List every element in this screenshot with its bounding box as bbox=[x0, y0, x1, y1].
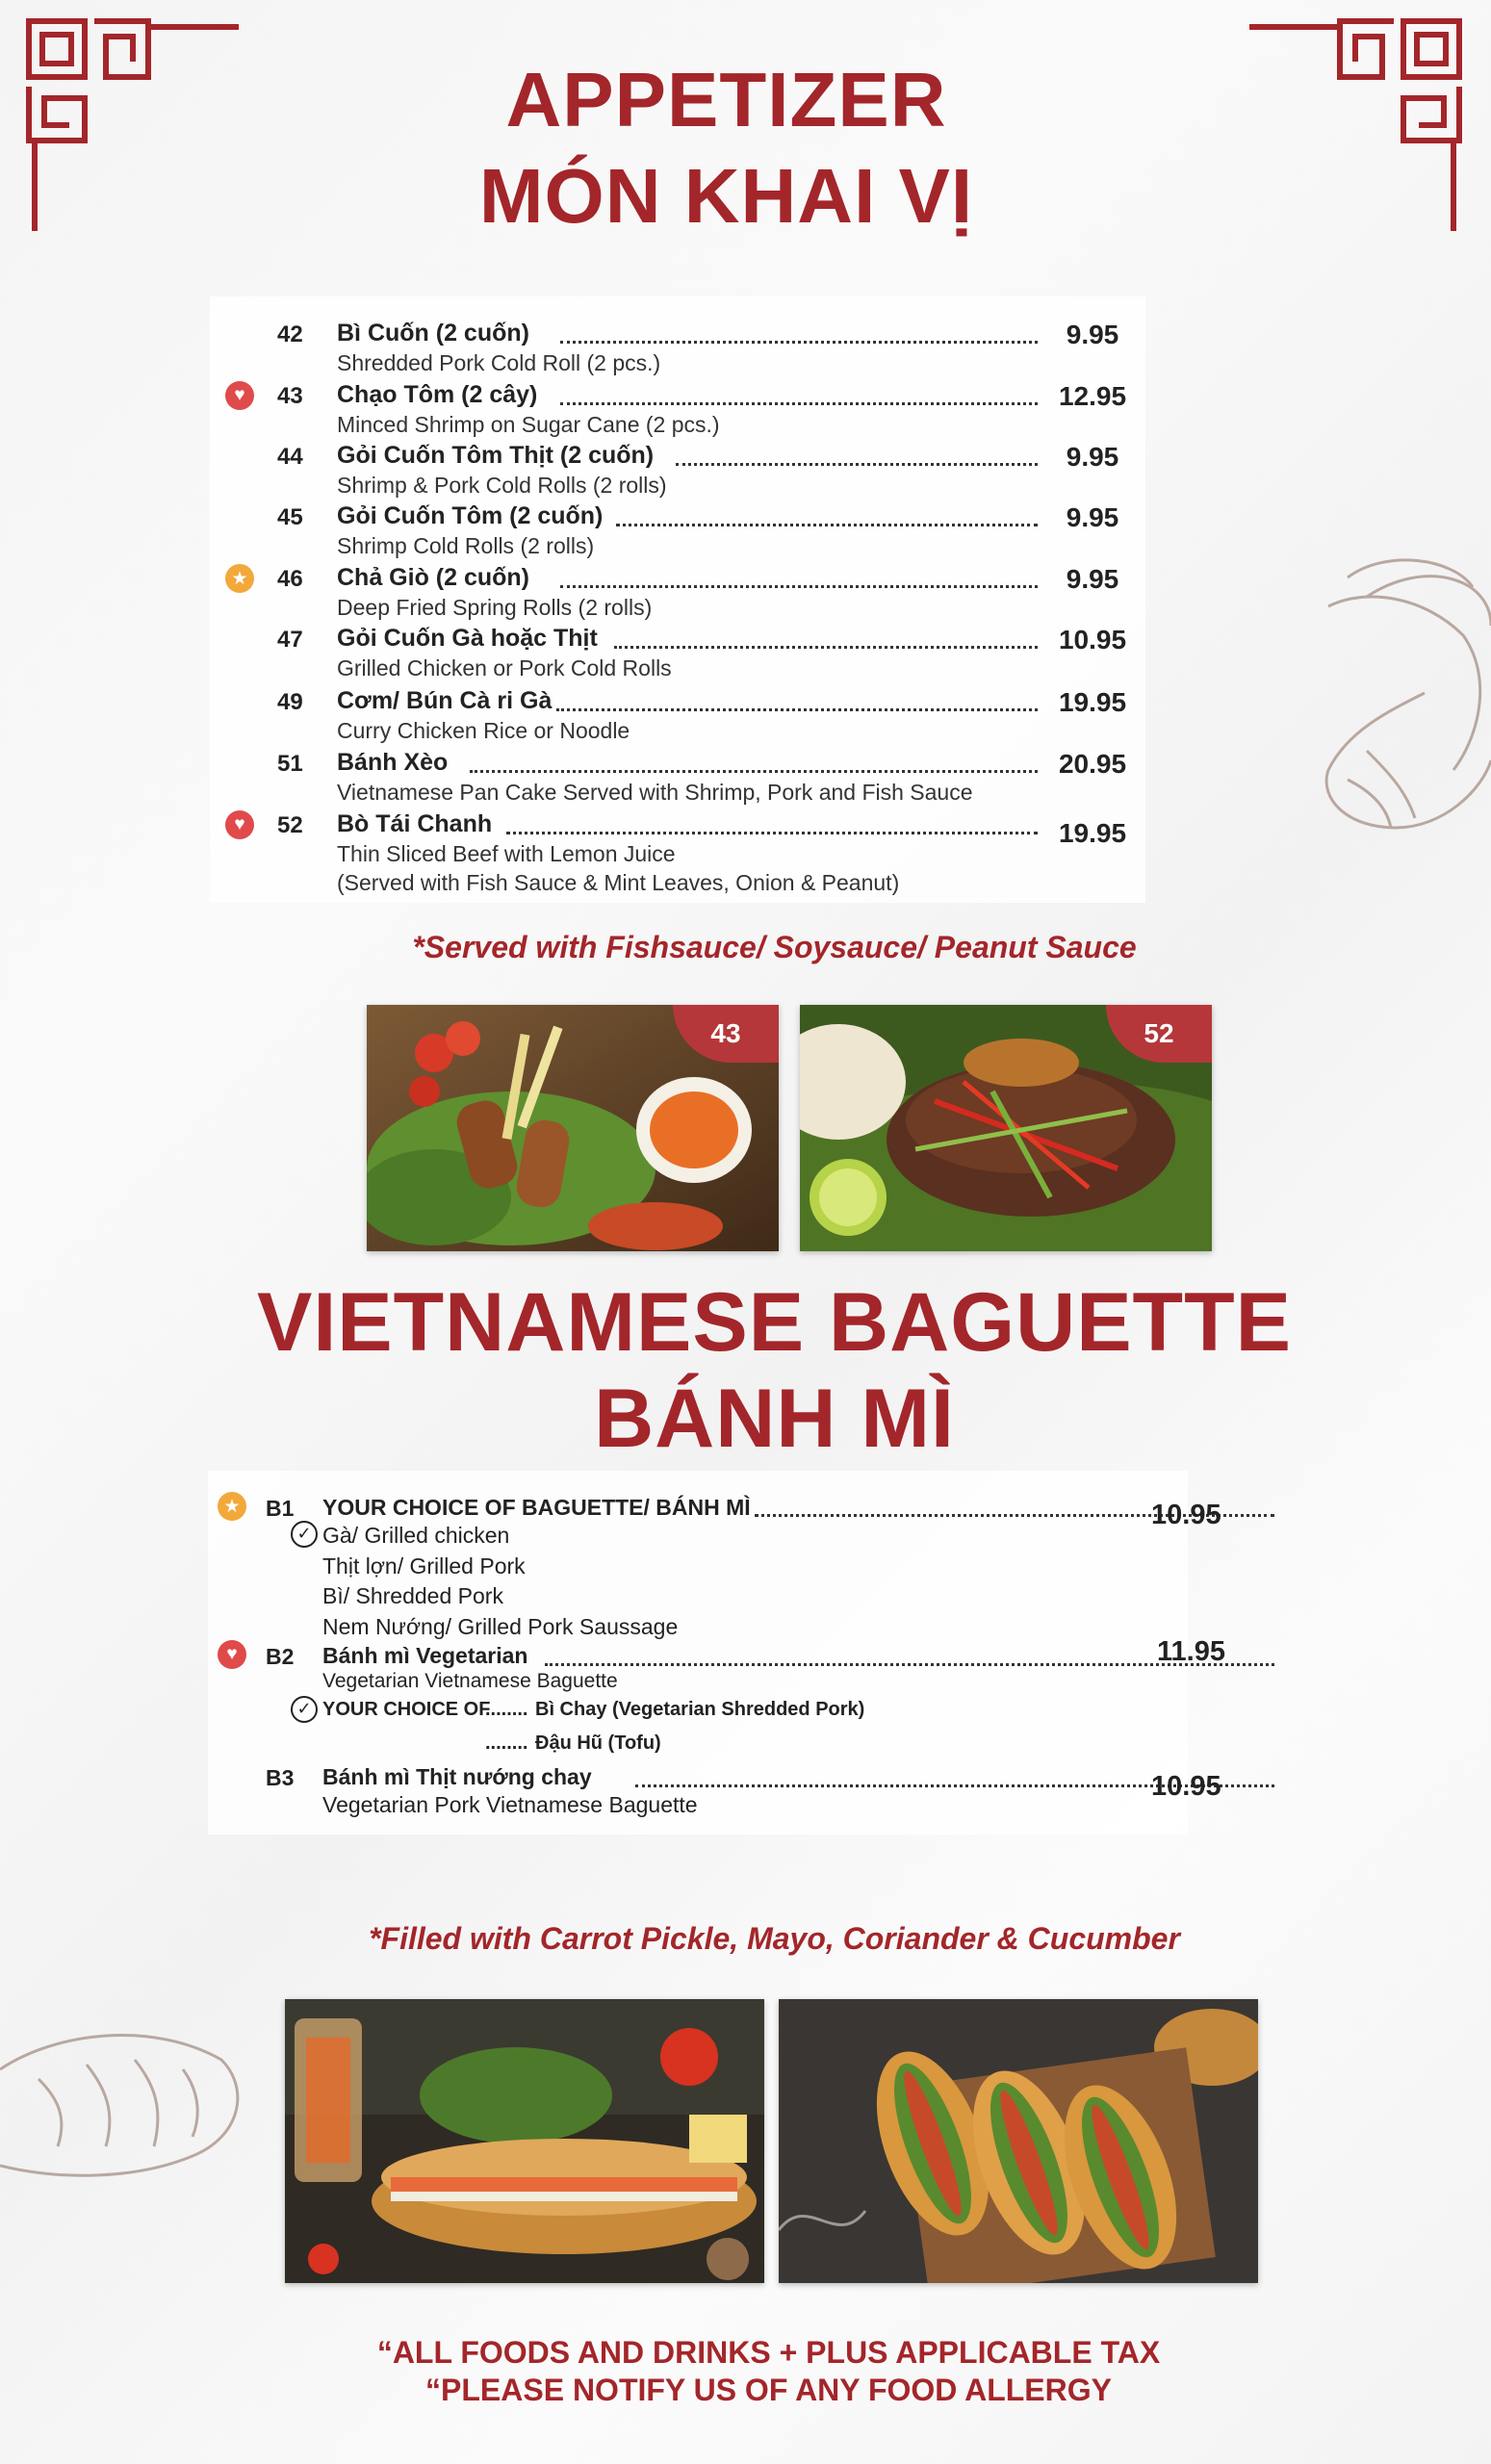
item-name: Bánh mì Vegetarian bbox=[322, 1643, 528, 1668]
item-description: Grilled Chicken or Pork Cold Rolls bbox=[337, 655, 672, 680]
item-name: Bánh mì Thịt nướng chay bbox=[322, 1764, 592, 1789]
item-name: YOUR CHOICE OF BAGUETTE/ BÁNH MÌ bbox=[322, 1495, 751, 1520]
item-price: 10.95 bbox=[1151, 1500, 1221, 1530]
appetizer-subtitle: MÓN KHAI VỊ bbox=[478, 153, 974, 239]
choice-dots: ........ bbox=[485, 1699, 528, 1720]
item-code: B2 bbox=[266, 1644, 295, 1669]
banhmi-three-image bbox=[779, 1999, 1258, 2283]
item-price: 19.95 bbox=[1058, 818, 1127, 848]
item-number: 49 bbox=[277, 689, 303, 715]
menu-item bbox=[210, 674, 1145, 743]
tax-notice: “ALL FOODS AND DRINKS + PLUS APPLICABLE TAX bbox=[376, 2335, 1161, 2370]
menu-item bbox=[210, 797, 1145, 895]
bread-sketch bbox=[0, 2012, 250, 2194]
item-name: Gỏi Cuốn Gà hoặc Thịt bbox=[337, 625, 598, 652]
item-name: Gỏi Cuốn Tôm (2 cuốn) bbox=[337, 502, 604, 529]
option-text: Bì/ Shredded Pork bbox=[322, 1583, 503, 1608]
dot-leader bbox=[470, 770, 1038, 773]
item-description: Vegetarian Vietnamese Baguette bbox=[322, 1670, 618, 1692]
item-price: 12.95 bbox=[1058, 381, 1127, 411]
menu-item bbox=[210, 551, 1145, 620]
dot-leader bbox=[560, 341, 1038, 344]
item-price: 11.95 bbox=[1157, 1636, 1225, 1667]
item-number: 45 bbox=[277, 504, 303, 530]
item-number: 47 bbox=[277, 627, 303, 653]
dot-leader bbox=[560, 402, 1038, 405]
choice-option: Đậu Hũ (Tofu) bbox=[535, 1732, 661, 1754]
star-icon: ★ bbox=[225, 564, 254, 593]
item-description: Thin Sliced Beef with Lemon Juice bbox=[337, 841, 676, 866]
dot-leader bbox=[560, 585, 1038, 588]
item-description: Minced Shrimp on Sugar Cane (2 pcs.) bbox=[337, 412, 720, 437]
item-name: Cơm/ Bún Cà ri Gà bbox=[337, 687, 553, 714]
item-number: 43 bbox=[277, 383, 303, 409]
heart-icon: ♥ bbox=[218, 1640, 246, 1669]
star-icon: ★ bbox=[218, 1492, 246, 1521]
item-name: Bì Cuốn (2 cuốn) bbox=[337, 320, 529, 346]
item-price: 10.95 bbox=[1151, 1771, 1221, 1802]
menu-item bbox=[210, 306, 1145, 375]
item-price: 19.95 bbox=[1058, 687, 1127, 717]
item-description: Shrimp Cold Rolls (2 rolls) bbox=[337, 533, 595, 558]
checkmark-icon: ✓ bbox=[291, 1696, 318, 1723]
item-description: Vietnamese Pan Cake Served with Shrimp, Pork and Fish Sauce bbox=[337, 780, 973, 805]
item-price: 20.95 bbox=[1058, 749, 1127, 779]
option-text: Thịt lợn/ Grilled Pork bbox=[322, 1553, 526, 1578]
photo-shrimp-sugarcane bbox=[367, 1005, 779, 1251]
item-description: Curry Chicken Rice or Noodle bbox=[337, 718, 630, 743]
banhmi-title: VIETNAMESE BAGUETTE bbox=[257, 1276, 1292, 1369]
dot-leader bbox=[616, 524, 1038, 526]
menu-item bbox=[210, 735, 1145, 805]
item-name: Bánh Xèo bbox=[337, 749, 449, 776]
item-price: 9.95 bbox=[1066, 442, 1119, 472]
choice-option: Bì Chay (Vegetarian Shredded Pork) bbox=[535, 1699, 865, 1720]
menu-item bbox=[210, 428, 1145, 498]
appetizer-sauce-note: *Served with Fishsauce/ Soysauce/ Peanut Sauce bbox=[412, 930, 1137, 964]
item-description-note: (Served with Fish Sauce & Mint Leaves, Onion & Peanut) bbox=[337, 870, 900, 895]
checkmark-icon: ✓ bbox=[291, 1521, 318, 1548]
item-name: Bò Tái Chanh bbox=[337, 810, 493, 837]
item-code: B3 bbox=[266, 1765, 295, 1790]
item-name: Gỏi Cuốn Tôm Thịt (2 cuốn) bbox=[337, 442, 655, 469]
photo-item-number-tag: 43 bbox=[673, 1005, 779, 1063]
appetizer-title: APPETIZER bbox=[505, 57, 947, 142]
heart-icon: ♥ bbox=[225, 381, 254, 410]
allergy-notice: “PLEASE NOTIFY US OF ANY FOOD ALLERGY bbox=[425, 2373, 1112, 2407]
banhmi-single-image bbox=[285, 1999, 764, 2283]
item-description: Deep Fried Spring Rolls (2 rolls) bbox=[337, 595, 653, 620]
photo-banhmi-three bbox=[779, 1999, 1258, 2283]
banhmi-menu-panel bbox=[208, 1471, 1225, 1835]
item-name: Chả Giò (2 cuốn) bbox=[337, 564, 529, 591]
banhmi-subtitle: BÁNH MÌ bbox=[594, 1373, 955, 1465]
item-price: 9.95 bbox=[1066, 502, 1119, 532]
choice-dots: ........ bbox=[485, 1732, 528, 1754]
item-name: Chạo Tôm (2 cây) bbox=[337, 381, 538, 408]
item-number: 42 bbox=[277, 321, 303, 347]
item-description: Shredded Pork Cold Roll (2 pcs.) bbox=[337, 350, 661, 375]
item-number: 46 bbox=[277, 566, 303, 592]
item-number: 51 bbox=[277, 751, 303, 777]
item-number: 44 bbox=[277, 444, 303, 470]
dot-leader bbox=[614, 646, 1038, 649]
photo-beef-lemon bbox=[800, 1005, 1212, 1251]
dot-leader bbox=[556, 708, 1038, 711]
option-text: Nem Nướng/ Grilled Pork Saussage bbox=[322, 1614, 679, 1639]
item-description: Vegetarian Pork Vietnamese Baguette bbox=[322, 1792, 698, 1817]
dot-leader bbox=[676, 463, 1038, 466]
item-price: 9.95 bbox=[1066, 564, 1119, 594]
appetizer-menu-panel bbox=[210, 296, 1145, 903]
item-description: Shrimp & Pork Cold Rolls (2 rolls) bbox=[337, 473, 667, 498]
item-code: B1 bbox=[266, 1496, 295, 1521]
menu-item bbox=[210, 489, 1145, 558]
dot-leader bbox=[506, 832, 1038, 834]
menu-item bbox=[210, 611, 1145, 680]
item-price: 10.95 bbox=[1058, 625, 1127, 654]
banhmi-filling-note: *Filled with Carrot Pickle, Mayo, Coriander & Cucumber bbox=[369, 1921, 1180, 1956]
menu-item bbox=[210, 368, 1145, 437]
item-price: 9.95 bbox=[1066, 320, 1119, 349]
choice-label: YOUR CHOICE OF bbox=[322, 1699, 491, 1720]
photo-item-number-tag: 52 bbox=[1106, 1005, 1212, 1063]
photo-banhmi-single bbox=[285, 1999, 764, 2283]
shrimp-sketch bbox=[1309, 539, 1491, 857]
item-number: 52 bbox=[277, 812, 303, 838]
option-text: Gà/ Grilled chicken bbox=[322, 1523, 510, 1548]
heart-icon: ♥ bbox=[225, 810, 254, 839]
